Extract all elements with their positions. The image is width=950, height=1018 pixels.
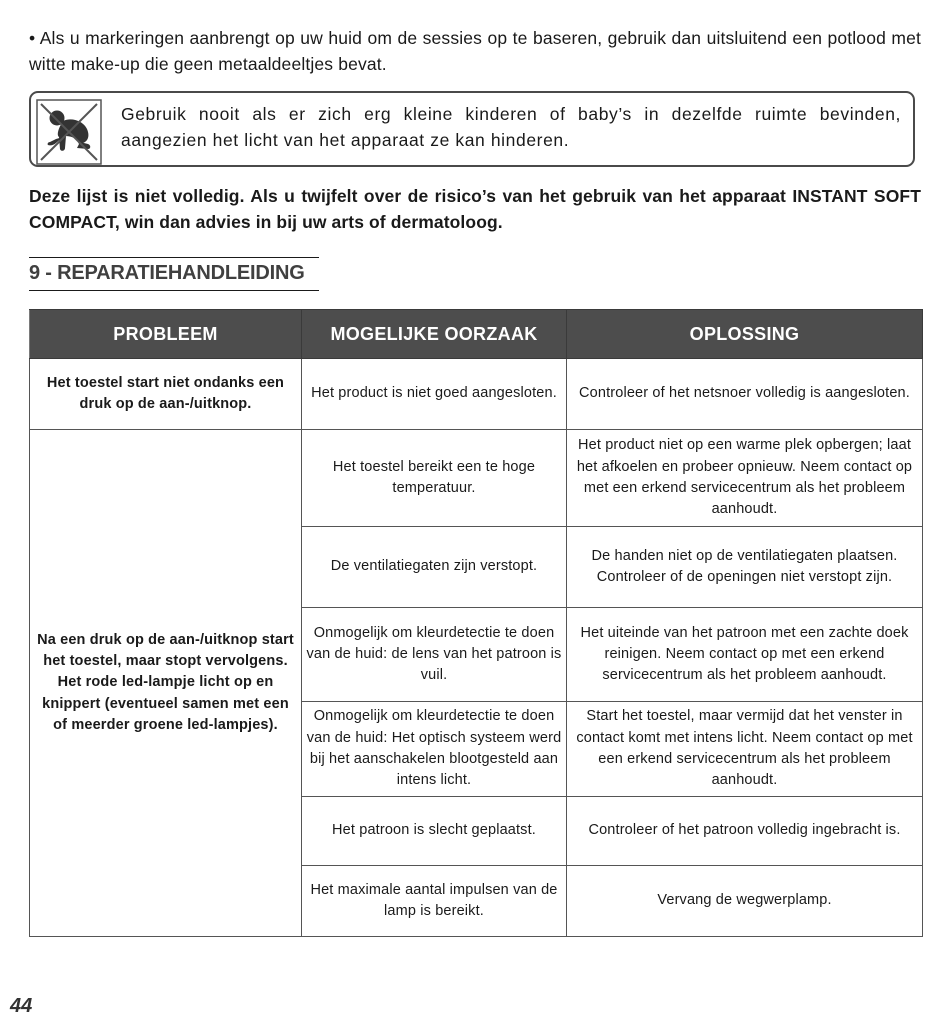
cause-cell: Onmogelijk om kleurdetectie te doen van de huid: de lens van het patroon is vuil.: [302, 608, 567, 702]
header-problem: PROBLEEM: [30, 310, 302, 359]
bullet-paragraph: • Als u markeringen aanbrengt op uw huid om de sessies op te baseren, gebruik dan uitsluitend een potlood met witte make-up die geen metaaldeeltjes bevat.: [29, 28, 921, 74]
problem-cell: Na een druk op de aan-/uitknop start het toestel, maar stopt vervolgens. Het rode led-lampje licht op en knippert (eventueel samen met een of meerder groene led-lampjes).: [30, 430, 302, 937]
solution-cell: Het uiteinde van het patroon met een zachte doek reinigen. Neem contact op met een erkend servicecentrum als het probleem aanhoudt.: [567, 608, 923, 702]
header-solution: OPLOSSING: [567, 310, 923, 359]
solution-cell: Start het toestel, maar vermijd dat het venster in contact komt met intens licht. Neem contact op met een erkend servicecentrum als het probleem aanhoudt.: [567, 702, 923, 797]
cause-cell: Het toestel bereikt een te hoge temperatuur.: [302, 430, 567, 527]
warning-box: [29, 91, 915, 167]
page-number: 44: [10, 995, 33, 1017]
notice-paragraph: Deze lijst is niet volledig. Als u twijfelt over de risico’s van het gebruik van het apparaat INSTANT SOFT COMPACT, win dan advies in bij uw arts of dermatoloog.: [29, 186, 921, 232]
cause-cell: De ventilatiegaten zijn verstopt.: [302, 527, 567, 608]
solution-cell: Controleer of het netsnoer volledig is aangesloten.: [567, 359, 923, 430]
table-row: [30, 430, 923, 527]
problem-cell: Het toestel start niet ondanks een druk op de aan-/uitknop.: [30, 359, 302, 430]
cause-cell: Het maximale aantal impulsen van de lamp is bereikt.: [302, 866, 567, 937]
solution-cell: De handen niet op de ventilatiegaten plaatsen. Controleer of de openingen niet verstopt zijn.: [567, 527, 923, 608]
cause-cell: Het product is niet goed aangesloten.: [302, 359, 567, 430]
table-row: [30, 359, 923, 430]
warning-text: Gebruik nooit als er zich erg kleine kinderen of baby’s in dezelfde ruimte bevinden, aangezien het licht van het apparaat ze kan hinderen.: [121, 104, 901, 150]
solution-cell: Het product niet op een warme plek opbergen; laat het afkoelen en probeer opnieuw. Neem contact op met een erkend servicecentrum als het probleem aanhoudt.: [567, 430, 923, 527]
table-header-row: [30, 310, 923, 359]
header-cause: MOGELIJKE OORZAAK: [302, 310, 567, 359]
no-babies-icon: [36, 99, 102, 165]
repair-table: [29, 309, 923, 937]
section-heading: 9 - REPARATIEHANDLEIDING: [29, 257, 319, 291]
solution-cell: Controleer of het patroon volledig ingebracht is.: [567, 797, 923, 866]
cause-cell: Onmogelijk om kleurdetectie te doen van de huid: Het optisch systeem werd bij het aanschakelen blootgesteld aan intens licht.: [302, 702, 567, 797]
cause-cell: Het patroon is slecht geplaatst.: [302, 797, 567, 866]
solution-cell: Vervang de wegwerplamp.: [567, 866, 923, 937]
